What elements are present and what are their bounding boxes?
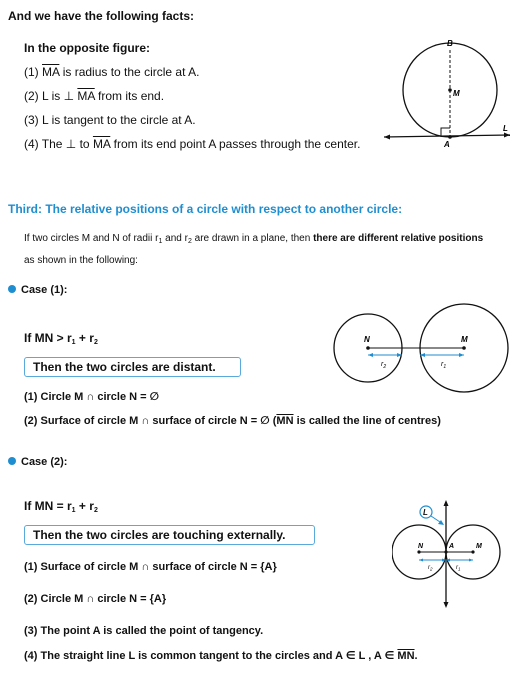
point-m [462,346,466,350]
intro-sub1: 1 [158,238,163,245]
intro-line-1 [24,233,483,245]
arrow-up-icon [444,500,449,506]
intro-line-2: as shown in the following: [24,255,138,266]
fact-4-segment: $\overline{MA}$ [92,137,111,151]
intro-p3: are drawn in a plane, then [191,233,314,244]
label-b: B [447,39,453,48]
fact-2-text: from its end. [94,89,165,103]
case-2-sub2: 2 [93,507,98,514]
case-2-result-3: (3) The point A is called the point of tangency. [24,625,264,637]
intro-p2: and r [162,233,188,244]
fact-1 [24,65,199,79]
label-r2: $r_2$ [428,565,433,572]
case-2-box: Then the two circles are touching externally. [24,525,315,545]
fact-2 [24,89,164,103]
fact-3: (3) L is tangent to the circle at A. [24,113,196,127]
case-2-r4-segment: $\overline{MN}$ [397,650,415,662]
label-m: M [476,543,482,550]
arrow-down-icon [444,602,449,608]
tangent-figure [380,36,512,154]
facts-heading: And we have the following facts: [8,9,195,23]
case-1-cond-pre: If MN > r [24,331,72,345]
case-1-label-text: Case (1): [21,284,68,296]
arrow-icon [459,353,464,357]
label-r1: $r_1$ [441,361,447,370]
point-m [471,550,474,553]
point-n [417,550,420,553]
case-1-result-1: (1) Circle M ∩ circle N = ∅ [24,391,160,403]
touching-circles-figure [392,494,512,610]
case-2-condition [24,499,98,514]
arrow-icon [368,353,373,357]
label-a: A [444,140,450,149]
arrow-icon [469,559,473,562]
fact-2-pre: (2) L is ⊥ [24,89,78,103]
intro-p1: If two circles M and N of radii r [24,233,159,244]
point-m [448,88,452,92]
case-1-r2-pre: (2) Surface of circle M ∩ surface of circle N = ∅ ( [24,415,277,427]
arrow-icon [419,559,423,562]
label-a: A [449,543,455,550]
label-n: N [418,543,424,550]
section-heading: Third: The relative positions of a circle with respect to another circle: [8,202,403,216]
label-r1: $r_1$ [456,565,461,572]
case-1-label [8,284,67,296]
point-a [448,135,452,139]
case-1-box: Then the two circles are distant. [24,357,241,377]
case-1-r2-post: is called the line of centres) [293,415,441,427]
figure-label: In the opposite figure: [24,41,150,55]
point-a [444,550,447,553]
label-m: M [453,89,460,98]
case-1-condition [24,331,98,346]
case-1-r2-segment: $\overline{MN}$ [276,415,294,427]
bullet-icon [8,457,16,465]
case-1-sub2: 2 [93,339,98,346]
point-n [366,346,370,350]
arrow-left-icon [384,135,390,140]
label-m: M [461,335,468,344]
case-2-label-text: Case (2): [21,456,68,468]
fact-4 [24,137,360,151]
case-2-label [8,456,67,468]
label-n: N [364,335,370,344]
arrow-right-icon [504,133,510,138]
case-2-cond-mid: + r [75,499,94,513]
intro-bold: there are different relative positions [313,233,484,244]
label-r2: $r_2$ [381,361,387,370]
case-2-result-1: (1) Surface of circle M ∩ surface of circle N = {A} [24,561,277,573]
distant-circles-figure [330,300,513,398]
fact-1-segment: $\overline{MA}$ [42,65,60,79]
label-l: L [423,508,428,517]
case-2-cond-pre: If MN = r [24,499,72,513]
case-2-r4-and: and A ∈ L , A ∈ [312,650,398,662]
fact-1-num: (1) [24,65,39,79]
case-2-r4-pre: (4) The straight line L is common tangent to the circles [24,650,313,662]
case-1-sub1: 1 [71,339,76,346]
intro-sub2: 2 [187,238,192,245]
case-1-cond-mid: + r [75,331,94,345]
case-2-sub1: 1 [71,507,76,514]
label-l: L [503,124,508,133]
bullet-icon [8,285,16,293]
case-2-result-2: (2) Circle M ∩ circle N = {A} [24,593,167,605]
fact-4-text: from its end point A passes through the center. [110,137,361,151]
case-1-result-2 [24,414,441,427]
fact-2-segment: $\overline{MA}$ [77,89,95,103]
fact-1-text: is radius to the circle at A. [59,65,200,79]
case-2-result-4 [24,649,418,662]
case-2-r4-end: . [414,650,418,662]
fact-4-pre: (4) The ⊥ to [24,137,93,151]
